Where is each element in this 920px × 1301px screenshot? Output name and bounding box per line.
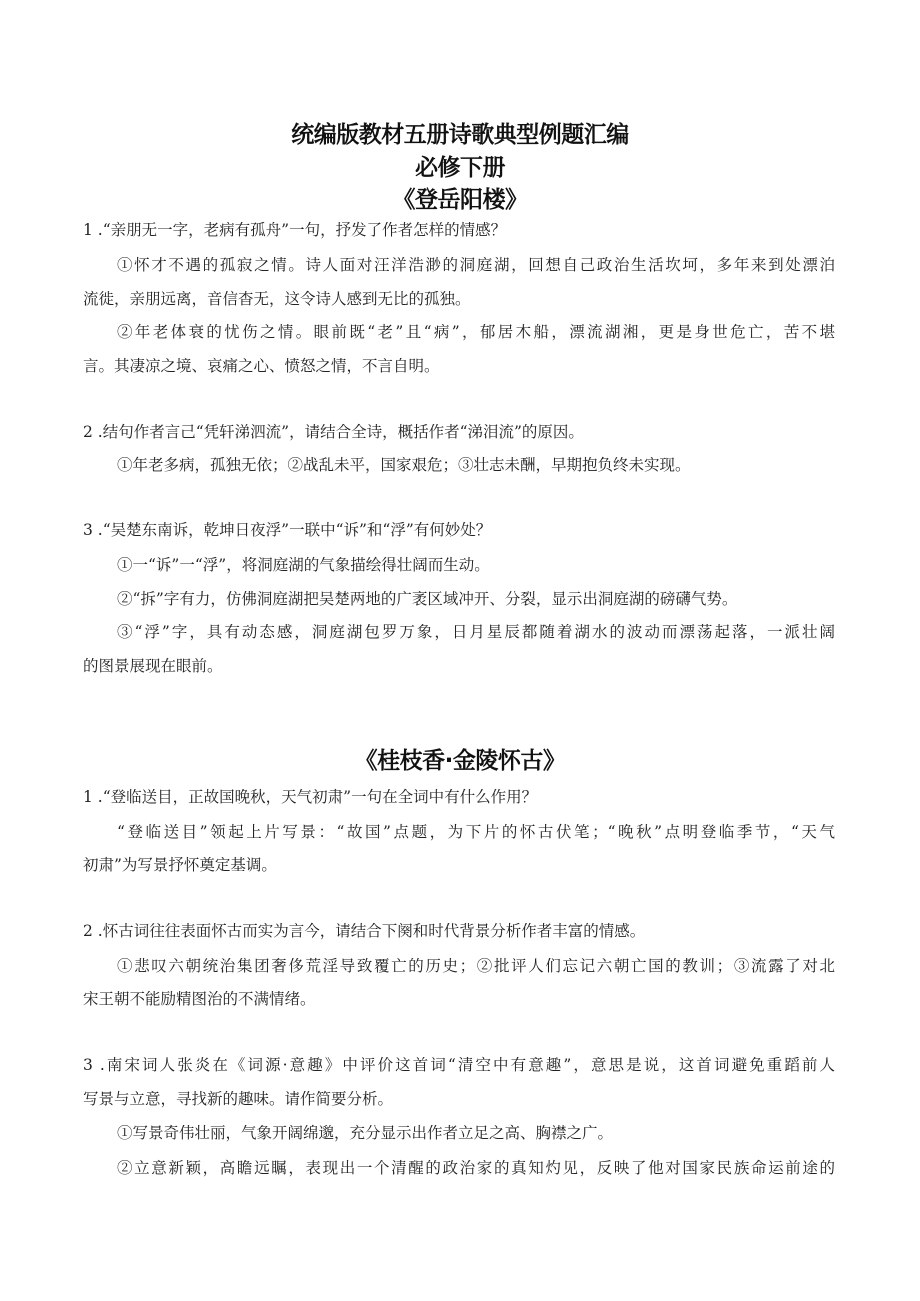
poem-title-1: 《登岳阳楼》 bbox=[392, 187, 528, 213]
answer-2-1-line1: “登临送目”领起上片写景：“故国”点题，为下片的怀古伏笔；“晚秋”点明登临季节，“天气 bbox=[117, 823, 835, 841]
document-subtitle: 必修下册 bbox=[415, 155, 505, 181]
poem-title-2: 《桂枝香·金陵怀古》 bbox=[354, 748, 566, 774]
document-title: 统编版教材五册诗歌典型例题汇编 bbox=[291, 122, 629, 148]
answer-2-3-b-line1: ②立意新颖，高瞻远瞩，表现出一个清醒的政治家的真知灼见，反映了他对国家民族命运前途的 bbox=[117, 1159, 835, 1177]
question-2-1: 1 .“登临送目，正故国晚秋，天气初肃”一句在全词中有什么作用？ bbox=[83, 788, 538, 806]
answer-2-2-line1: ①悲叹六朝统治集团奢侈荒淫导致覆亡的历史；②批评人们忘记六朝亡国的教训；③流露了对北 bbox=[117, 957, 835, 975]
question-1-2: 2 .结句作者言己“凭轩涕泗流”，请结合全诗，概括作者“涕泪流”的原因。 bbox=[83, 423, 584, 441]
answer-1-3-b: ②“拆”字有力，仿佛洞庭湖把吴楚两地的广袤区域冲开、分裂，显示出洞庭湖的磅礴气势。 bbox=[117, 590, 738, 608]
answer-1-3-c-line1: ③“浮”字，具有动态感，洞庭湖包罗万象，日月星辰都随着湖水的波动而漂荡起落，一派壮阔 bbox=[117, 623, 835, 641]
question-2-3-line2: 写景与立意，寻找新的趣味。请作简要分析。 bbox=[83, 1090, 394, 1108]
question-2-3-line1: 3 .南宋词人张炎在《词源·意趣》中评价这首词“清空中有意趣”，意思是说，这首词避免重蹈前人 bbox=[83, 1056, 835, 1074]
answer-1-1-a-line2: 流徙，亲朋远离，音信杳无，这令诗人感到无比的孤独。 bbox=[83, 290, 471, 308]
answer-1-1-b-line2: 言。其凄凉之境、哀痛之心、愤怒之情，不言自明。 bbox=[83, 357, 440, 375]
question-2-2: 2 .怀古词往往表面怀古而实为言今，请结合下阕和时代背景分析作者丰富的情感。 bbox=[83, 922, 646, 940]
answer-1-1-b-line1: ②年老体衰的忧伤之情。眼前既“老”且“病”，郁居木船，漂流湖湘，更是身世危亡，苦不堪 bbox=[117, 323, 835, 341]
answer-1-1-a-line1: ①怀才不遇的孤寂之情。诗人面对汪洋浩渺的洞庭湖，回想自己政治生活坎坷，多年来到处漂泊 bbox=[117, 256, 835, 274]
answer-1-3-a: ①一“诉”一“浮”，将洞庭湖的气象描绘得壮阔而生动。 bbox=[117, 556, 490, 574]
answer-2-1-line2: 初肃”为写景抒怀奠定基调。 bbox=[83, 856, 277, 874]
answer-2-2-line2: 宋王朝不能励精图治的不满情绪。 bbox=[83, 990, 316, 1008]
question-1-1: 1 .“亲朋无一字，老病有孤舟”一句，抒发了作者怎样的情感？ bbox=[83, 221, 507, 239]
question-1-3: 3 .“吴楚东南诉，乾坤日夜浮”一联中“诉”和“浮”有何妙处？ bbox=[83, 521, 492, 539]
answer-2-3-a: ①写景奇伟壮丽，气象开阔绵邈，充分显示出作者立足之高、胸襟之广。 bbox=[117, 1124, 614, 1142]
answer-1-2: ①年老多病，孤独无依；②战乱未平，国家艰危；③壮志未酬，早期抱负终未实现。 bbox=[117, 456, 691, 474]
answer-1-3-c-line2: 的图景展现在眼前。 bbox=[83, 657, 223, 675]
